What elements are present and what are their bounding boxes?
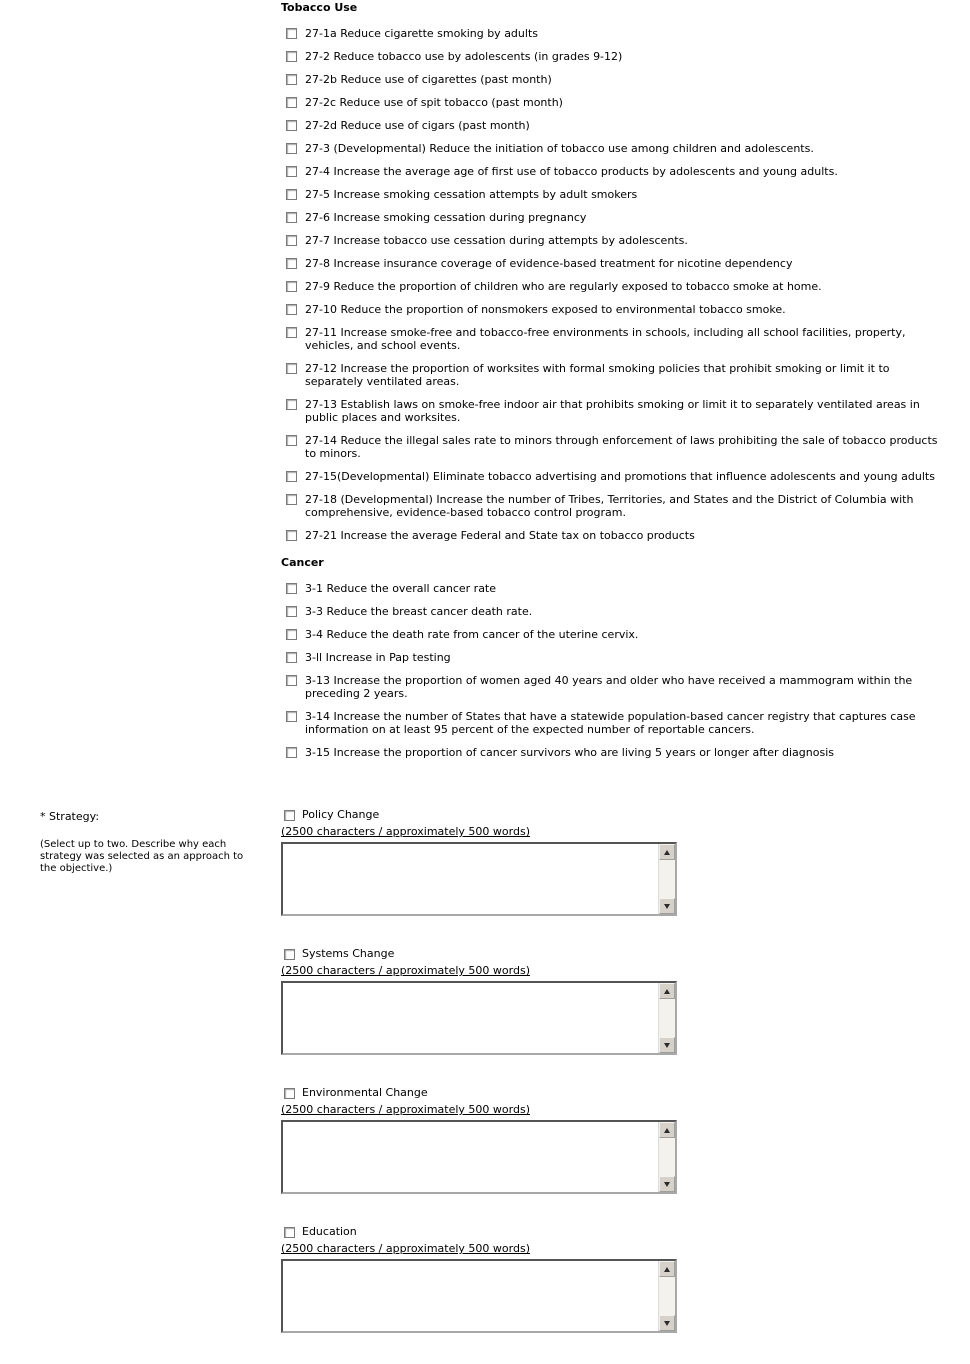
objective-checkbox[interactable] <box>286 675 297 686</box>
strategy-option-environmental-change[interactable] <box>284 1086 681 1100</box>
objective-label: 27-9 Reduce the proportion of children who are regularly exposed to tobacco smoke at home. <box>305 280 822 293</box>
objective-item[interactable] <box>281 303 943 316</box>
objective-checkbox[interactable] <box>286 530 297 541</box>
objective-item[interactable] <box>281 710 943 736</box>
section-title: Cancer <box>281 556 324 569</box>
textarea-box-systems-change <box>281 981 677 1055</box>
objective-item[interactable] <box>281 119 943 132</box>
objective-item[interactable] <box>281 434 943 460</box>
objective-label: 3-4 Reduce the death rate from cancer of the uterine cervix. <box>305 628 639 641</box>
objective-label: 27-7 Increase tobacco use cessation during attempts by adolescents. <box>305 234 688 247</box>
objective-item[interactable] <box>281 582 943 595</box>
objective-checkbox[interactable] <box>286 28 297 39</box>
objective-label: 3-13 Increase the proportion of women aged 40 years and older who have received a mammogram within the preceding 2 years. <box>305 674 913 700</box>
arrow-down-icon <box>664 1043 670 1048</box>
objective-checkbox[interactable] <box>286 399 297 410</box>
scroll-up-button[interactable] <box>659 1261 675 1277</box>
objective-item[interactable] <box>281 470 943 483</box>
objective-item[interactable] <box>281 605 943 618</box>
objective-checkbox[interactable] <box>286 281 297 292</box>
textarea-policy-change[interactable] <box>283 844 658 914</box>
strategy-option-label: Environmental Change <box>302 1086 428 1099</box>
objective-label: 27-4 Increase the average age of first use of tobacco products by adolescents and young adults. <box>305 165 838 178</box>
scroll-up-button[interactable] <box>659 1122 675 1138</box>
objective-item[interactable] <box>281 280 943 293</box>
objective-item[interactable] <box>281 257 943 270</box>
checkbox-policy-change[interactable] <box>284 810 295 821</box>
objective-label: 27-2c Reduce use of spit tobacco (past month) <box>305 96 563 109</box>
objective-checkbox[interactable] <box>286 51 297 62</box>
scroll-track[interactable] <box>659 1138 675 1176</box>
objective-item[interactable] <box>281 234 943 247</box>
scroll-down-button[interactable] <box>659 1037 675 1053</box>
objective-item[interactable] <box>281 529 943 542</box>
strategy-block-systems-change <box>281 947 681 1055</box>
objective-checkbox[interactable] <box>286 606 297 617</box>
objective-label: 27-21 Increase the average Federal and State tax on tobacco products <box>305 529 695 542</box>
objective-item[interactable] <box>281 326 943 352</box>
objective-item[interactable] <box>281 628 943 641</box>
strategy-option-education[interactable] <box>284 1225 681 1239</box>
strategy-label: * Strategy: <box>40 810 100 823</box>
arrow-up-icon <box>664 989 670 994</box>
objective-item[interactable] <box>281 651 943 664</box>
objective-label: 27-1a Reduce cigarette smoking by adults <box>305 27 538 40</box>
objective-section <box>281 556 943 759</box>
objective-label: 27-6 Increase smoking cessation during pregnancy <box>305 211 587 224</box>
objective-checkbox[interactable] <box>286 363 297 374</box>
objective-item[interactable] <box>281 746 943 759</box>
char-count-note: (2500 characters / approximately 500 words) <box>281 825 530 838</box>
objective-label: 27-18 (Developmental) Increase the number of Tribes, Territories, and States and the District of Columbia with comprehensive, evidence-based tobacco control program. <box>305 493 914 519</box>
strategy-option-label: Education <box>302 1225 357 1238</box>
objective-label: 27-2d Reduce use of cigars (past month) <box>305 119 530 132</box>
scroll-down-button[interactable] <box>659 1315 675 1331</box>
objective-checkbox[interactable] <box>286 629 297 640</box>
scroll-down-button[interactable] <box>659 1176 675 1192</box>
arrow-up-icon <box>664 1267 670 1272</box>
scroll-track[interactable] <box>659 1277 675 1315</box>
objective-item[interactable] <box>281 50 943 63</box>
objective-label: 27-3 (Developmental) Reduce the initiation of tobacco use among children and adolescents. <box>305 142 814 155</box>
scroll-down-button[interactable] <box>659 898 675 914</box>
objective-item[interactable] <box>281 27 943 40</box>
textarea-scrollbar[interactable] <box>658 844 675 914</box>
textarea-scrollbar[interactable] <box>658 1122 675 1192</box>
char-count-note: (2500 characters / approximately 500 words) <box>281 1103 530 1116</box>
objective-label: 3-14 Increase the number of States that have a statewide population-based cancer registry that captures case information on at least 95 percent of the expected number of reportable cancers. <box>305 710 916 736</box>
strategy-help-note: (Select up to two. Describe why each strategy was selected as an approach to the objective.) <box>40 839 244 874</box>
objective-checkbox[interactable] <box>286 747 297 758</box>
objective-label: 27-10 Reduce the proportion of nonsmokers exposed to environmental tobacco smoke. <box>305 303 786 316</box>
strategy-block-policy-change <box>281 808 681 916</box>
objective-checkbox[interactable] <box>286 583 297 594</box>
objective-label: 27-2 Reduce tobacco use by adolescents (in grades 9-12) <box>305 50 623 63</box>
textarea-box-policy-change <box>281 842 677 916</box>
objective-item[interactable] <box>281 188 943 201</box>
strategy-options <box>281 808 681 1364</box>
objective-checkbox[interactable] <box>286 189 297 200</box>
objective-checkbox[interactable] <box>286 235 297 246</box>
objective-checkbox[interactable] <box>286 97 297 108</box>
objective-section <box>281 1 943 542</box>
objective-item[interactable] <box>281 142 943 155</box>
objective-label: 27-12 Increase the proportion of worksites with formal smoking policies that prohibit smoking or limit it to separately ventilated areas. <box>305 362 890 388</box>
scroll-track[interactable] <box>659 999 675 1037</box>
scroll-track[interactable] <box>659 860 675 898</box>
objective-label: 27-15(Developmental) Eliminate tobacco advertising and promotions that influence adolescents and young adults <box>305 470 935 483</box>
arrow-down-icon <box>664 1321 670 1326</box>
objective-checkbox[interactable] <box>286 304 297 315</box>
objective-checkbox[interactable] <box>286 166 297 177</box>
objective-checkbox[interactable] <box>286 258 297 269</box>
arrow-down-icon <box>664 1182 670 1187</box>
objective-item[interactable] <box>281 165 943 178</box>
checkbox-education[interactable] <box>284 1227 295 1238</box>
objective-item[interactable] <box>281 362 943 388</box>
objective-label: 27-2b Reduce use of cigarettes (past month) <box>305 73 552 86</box>
objective-item[interactable] <box>281 398 943 424</box>
objectives-list <box>281 1 943 769</box>
scroll-up-button[interactable] <box>659 844 675 860</box>
objective-label: 27-8 Increase insurance coverage of evidence-based treatment for nicotine dependency <box>305 257 793 270</box>
textarea-box-environmental-change <box>281 1120 677 1194</box>
objective-item[interactable] <box>281 493 943 519</box>
strategy-option-policy-change[interactable] <box>284 808 681 822</box>
char-count-note: (2500 characters / approximately 500 words) <box>281 964 530 977</box>
objective-checkbox[interactable] <box>286 327 297 338</box>
objective-checkbox[interactable] <box>286 120 297 131</box>
objective-item[interactable] <box>281 96 943 109</box>
objective-label: 27-5 Increase smoking cessation attempts by adult smokers <box>305 188 638 201</box>
objective-label: 3-15 Increase the proportion of cancer survivors who are living 5 years or longer after diagnosis <box>305 746 834 759</box>
objective-label: 27-14 Reduce the illegal sales rate to minors through enforcement of laws prohibiting the sale of tobacco products to minors. <box>305 434 938 460</box>
arrow-up-icon <box>664 1128 670 1133</box>
char-count-note: (2500 characters / approximately 500 words) <box>281 1242 530 1255</box>
textarea-systems-change[interactable] <box>283 983 658 1053</box>
objective-checkbox[interactable] <box>286 212 297 223</box>
strategy-block-education <box>281 1225 681 1333</box>
strategy-option-label: Policy Change <box>302 808 380 821</box>
objective-checkbox[interactable] <box>286 435 297 446</box>
textarea-box-education <box>281 1259 677 1333</box>
arrow-down-icon <box>664 904 670 909</box>
objective-checkbox[interactable] <box>286 652 297 663</box>
arrow-up-icon <box>664 850 670 855</box>
objective-label: 3-1 Reduce the overall cancer rate <box>305 582 497 595</box>
objective-label: 3-ll Increase in Pap testing <box>305 651 451 664</box>
objective-item[interactable] <box>281 73 943 86</box>
objective-checkbox[interactable] <box>286 74 297 85</box>
textarea-scrollbar[interactable] <box>658 1261 675 1331</box>
objective-checkbox[interactable] <box>286 711 297 722</box>
strategy-field <box>40 810 268 875</box>
objective-item[interactable] <box>281 674 943 700</box>
textarea-environmental-change[interactable] <box>283 1122 658 1192</box>
objective-checkbox[interactable] <box>286 471 297 482</box>
strategy-option-systems-change[interactable] <box>284 947 681 961</box>
checkbox-environmental-change[interactable] <box>284 1088 295 1099</box>
objective-item[interactable] <box>281 211 943 224</box>
strategy-block-environmental-change <box>281 1086 681 1194</box>
objective-label: 3-3 Reduce the breast cancer death rate. <box>305 605 533 618</box>
section-title: Tobacco Use <box>281 1 358 14</box>
checkbox-systems-change[interactable] <box>284 949 295 960</box>
objective-checkbox[interactable] <box>286 494 297 505</box>
strategy-option-label: Systems Change <box>302 947 395 960</box>
scroll-up-button[interactable] <box>659 983 675 999</box>
objective-label: 27-11 Increase smoke-free and tobacco-free environments in schools, including all school facilities, property, vehicles, and school events. <box>305 326 906 352</box>
objective-label: 27-13 Establish laws on smoke-free indoor air that prohibits smoking or limit it to separately ventilated areas in public places and worksites. <box>305 398 920 424</box>
textarea-education[interactable] <box>283 1261 658 1331</box>
objective-checkbox[interactable] <box>286 143 297 154</box>
textarea-scrollbar[interactable] <box>658 983 675 1053</box>
